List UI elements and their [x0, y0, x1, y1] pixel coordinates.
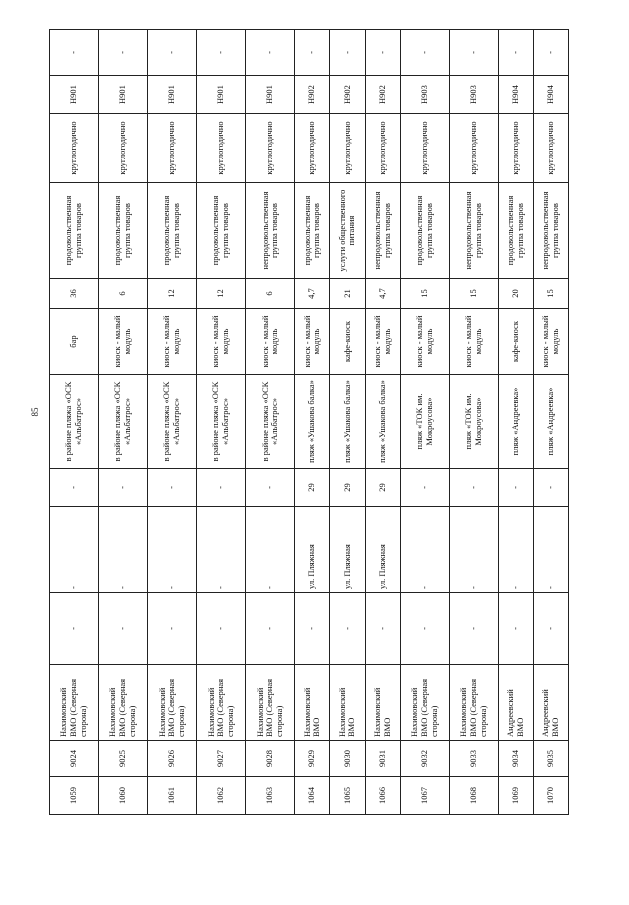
row-number-cell: 1066 [365, 777, 400, 815]
street-name-cell: - [99, 507, 148, 593]
object-type-cell: бар [50, 309, 99, 375]
zone-code-cell: Н901 [99, 76, 148, 114]
street-cell: - [330, 593, 365, 665]
table-row [50, 30, 99, 815]
note-cell: - [50, 30, 99, 76]
specialization-cell: продовольственная группа товаров [148, 183, 197, 279]
object-code-cell: 9030 [330, 741, 365, 777]
table-row [246, 30, 295, 815]
table-row [148, 30, 197, 815]
row-number-cell: 1067 [400, 777, 449, 815]
object-type-cell: киоск - малый модуль [365, 309, 400, 375]
street-cell: - [246, 593, 295, 665]
specialization-cell: продовольственная группа товаров [99, 183, 148, 279]
district-cell: Нахимовский ВМО (Северная сторона) [400, 665, 449, 741]
district-cell: Нахимовский ВМО [330, 665, 365, 741]
street-cell: - [295, 593, 330, 665]
location-cell: пляж «Ушакова балка» [295, 375, 330, 469]
object-type-cell: киоск - малый модуль [197, 309, 246, 375]
location-cell: пляж «Андреевка» [533, 375, 568, 469]
area-cell: 36 [50, 279, 99, 309]
area-cell: 4,7 [295, 279, 330, 309]
area-cell: 4,7 [365, 279, 400, 309]
house-number-cell: - [449, 469, 498, 507]
zone-code-cell: Н901 [197, 76, 246, 114]
row-number-cell: 1060 [99, 777, 148, 815]
object-code-cell: 9027 [197, 741, 246, 777]
table-row [400, 30, 449, 815]
period-cell: круглогодично [295, 114, 330, 183]
object-type-cell: киоск - малый модуль [148, 309, 197, 375]
house-number-cell: 29 [365, 469, 400, 507]
district-cell: Нахимовский ВМО (Северная сторона) [50, 665, 99, 741]
house-number-cell: - [246, 469, 295, 507]
table-row [295, 30, 330, 815]
street-name-cell: - [148, 507, 197, 593]
specialization-cell: непродовольственная группа товаров [365, 183, 400, 279]
object-code-cell: 9026 [148, 741, 197, 777]
area-cell: 20 [498, 279, 533, 309]
district-cell: Нахимовский ВМО (Северная сторона) [197, 665, 246, 741]
note-cell: - [295, 30, 330, 76]
house-number-cell: 29 [295, 469, 330, 507]
street-name-cell: - [50, 507, 99, 593]
zone-code-cell: Н901 [148, 76, 197, 114]
object-code-cell: 9034 [498, 741, 533, 777]
object-type-cell: киоск - малый модуль [246, 309, 295, 375]
specialization-cell: непродовольственная группа товаров [449, 183, 498, 279]
registry-table [49, 29, 569, 815]
object-code-cell: 9032 [400, 741, 449, 777]
row-number-cell: 1069 [498, 777, 533, 815]
area-cell: 6 [246, 279, 295, 309]
row-number-cell: 1059 [50, 777, 99, 815]
table-row [99, 30, 148, 815]
row-number-cell: 1062 [197, 777, 246, 815]
house-number-cell: - [498, 469, 533, 507]
period-cell: круглогодично [449, 114, 498, 183]
zone-code-cell: Н904 [498, 76, 533, 114]
street-cell: - [400, 593, 449, 665]
district-cell: Нахимовский ВМО (Северная сторона) [99, 665, 148, 741]
location-cell: пляж «Андреевка» [498, 375, 533, 469]
row-number-cell: 1070 [533, 777, 568, 815]
specialization-cell: непродовольственная группа товаров [246, 183, 295, 279]
district-cell: Андреевский ВМО [533, 665, 568, 741]
note-cell: - [246, 30, 295, 76]
table-row [533, 30, 568, 815]
location-cell: пляж «ТОК им. Мокроусова» [400, 375, 449, 469]
district-cell: Нахимовский ВМО [365, 665, 400, 741]
specialization-cell: продовольственная группа товаров [498, 183, 533, 279]
street-name-cell: - [246, 507, 295, 593]
object-type-cell: киоск - малый модуль [533, 309, 568, 375]
zone-code-cell: Н904 [533, 76, 568, 114]
street-name-cell: - [449, 507, 498, 593]
object-type-cell: киоск - малый модуль [449, 309, 498, 375]
zone-code-cell: Н903 [449, 76, 498, 114]
area-cell: 12 [197, 279, 246, 309]
period-cell: круглогодично [197, 114, 246, 183]
note-cell: - [330, 30, 365, 76]
object-type-cell: кафе-киоск [498, 309, 533, 375]
street-cell: - [148, 593, 197, 665]
period-cell: круглогодично [498, 114, 533, 183]
zone-code-cell: Н902 [295, 76, 330, 114]
object-code-cell: 9024 [50, 741, 99, 777]
note-cell: - [498, 30, 533, 76]
row-number-cell: 1065 [330, 777, 365, 815]
zone-code-cell: Н901 [50, 76, 99, 114]
location-cell: пляж «Ушакова балка» [330, 375, 365, 469]
period-cell: круглогодично [400, 114, 449, 183]
location-cell: пляж «ТОК им. Мокроусова» [449, 375, 498, 469]
rotated-table-container [49, 30, 569, 815]
zone-code-cell: Н902 [365, 76, 400, 114]
object-type-cell: киоск - малый модуль [99, 309, 148, 375]
object-type-cell: киоск - малый модуль [400, 309, 449, 375]
period-cell: круглогодично [50, 114, 99, 183]
specialization-cell: продовольственная группа товаров [197, 183, 246, 279]
note-cell: - [400, 30, 449, 76]
area-cell: 15 [533, 279, 568, 309]
note-cell: - [533, 30, 568, 76]
area-cell: 12 [148, 279, 197, 309]
street-cell: - [197, 593, 246, 665]
location-cell: в районе пляжа «ОСК «Альбатрос» [246, 375, 295, 469]
street-cell: - [50, 593, 99, 665]
registry-table-body [50, 30, 569, 815]
object-type-cell: киоск - малый модуль [295, 309, 330, 375]
specialization-cell: продовольственная группа товаров [50, 183, 99, 279]
period-cell: круглогодично [365, 114, 400, 183]
zone-code-cell: Н903 [400, 76, 449, 114]
period-cell: круглогодично [99, 114, 148, 183]
period-cell: круглогодично [533, 114, 568, 183]
object-code-cell: 9028 [246, 741, 295, 777]
street-cell: - [99, 593, 148, 665]
house-number-cell: - [400, 469, 449, 507]
row-number-cell: 1064 [295, 777, 330, 815]
location-cell: пляж «Ушакова балка» [365, 375, 400, 469]
street-cell: - [533, 593, 568, 665]
street-name-cell: - [498, 507, 533, 593]
district-cell: Нахимовский ВМО [295, 665, 330, 741]
period-cell: круглогодично [330, 114, 365, 183]
period-cell: круглогодично [148, 114, 197, 183]
period-cell: круглогодично [246, 114, 295, 183]
street-name-cell: ул. Пляжная [295, 507, 330, 593]
table-row [449, 30, 498, 815]
table-row [498, 30, 533, 815]
district-cell: Нахимовский ВМО (Северная сторона) [246, 665, 295, 741]
street-name-cell: ул. Пляжная [365, 507, 400, 593]
house-number-cell: - [99, 469, 148, 507]
specialization-cell: услуги общественного питания [330, 183, 365, 279]
street-cell: - [449, 593, 498, 665]
specialization-cell: продовольственная группа товаров [400, 183, 449, 279]
note-cell: - [148, 30, 197, 76]
row-number-cell: 1068 [449, 777, 498, 815]
page-number: 85 [30, 407, 40, 417]
location-cell: в районе пляжа «ОСК «Альбатрос» [197, 375, 246, 469]
district-cell: Андреевский ВМО [498, 665, 533, 741]
house-number-cell: - [50, 469, 99, 507]
table-row [330, 30, 365, 815]
district-cell: Нахимовский ВМО (Северная сторона) [148, 665, 197, 741]
street-name-cell: ул. Пляжная [330, 507, 365, 593]
area-cell: 15 [449, 279, 498, 309]
area-cell: 6 [99, 279, 148, 309]
street-name-cell: - [197, 507, 246, 593]
object-code-cell: 9025 [99, 741, 148, 777]
specialization-cell: непродовольственная группа товаров [533, 183, 568, 279]
area-cell: 21 [330, 279, 365, 309]
zone-code-cell: Н901 [246, 76, 295, 114]
street-cell: - [365, 593, 400, 665]
row-number-cell: 1061 [148, 777, 197, 815]
house-number-cell: - [148, 469, 197, 507]
house-number-cell: 29 [330, 469, 365, 507]
note-cell: - [449, 30, 498, 76]
specialization-cell: продовольственная группа товаров [295, 183, 330, 279]
location-cell: в районе пляжа «ОСК «Альбатрос» [50, 375, 99, 469]
table-row [197, 30, 246, 815]
note-cell: - [99, 30, 148, 76]
street-name-cell: - [400, 507, 449, 593]
table-row [365, 30, 400, 815]
object-code-cell: 9035 [533, 741, 568, 777]
area-cell: 15 [400, 279, 449, 309]
street-name-cell: - [533, 507, 568, 593]
note-cell: - [197, 30, 246, 76]
object-type-cell: кафе-киоск [330, 309, 365, 375]
row-number-cell: 1063 [246, 777, 295, 815]
location-cell: в районе пляжа «ОСК «Альбатрос» [99, 375, 148, 469]
house-number-cell: - [197, 469, 246, 507]
object-code-cell: 9029 [295, 741, 330, 777]
location-cell: в районе пляжа «ОСК «Альбатрос» [148, 375, 197, 469]
zone-code-cell: Н902 [330, 76, 365, 114]
note-cell: - [365, 30, 400, 76]
street-cell: - [498, 593, 533, 665]
object-code-cell: 9031 [365, 741, 400, 777]
object-code-cell: 9033 [449, 741, 498, 777]
district-cell: Нахимовский ВМО (Северная сторона) [449, 665, 498, 741]
house-number-cell: - [533, 469, 568, 507]
